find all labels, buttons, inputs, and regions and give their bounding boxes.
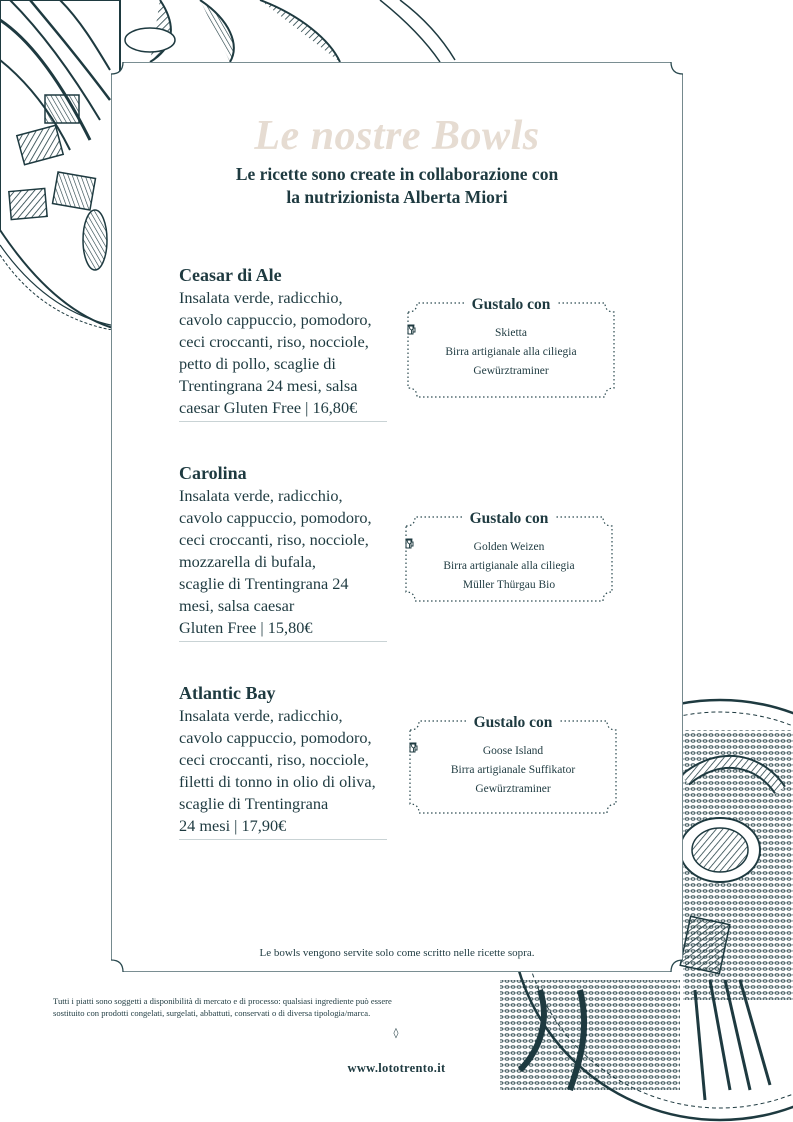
desc-line: cavolo cappuccio, pomodoro, xyxy=(179,310,372,329)
disclaimer-line: Tutti i piatti sono soggetti a disponibilità di mercato e di processo: qualsiasi ingrediente può essere xyxy=(53,996,392,1006)
dish-carolina xyxy=(179,463,387,642)
desc-line: petto di pollo, scaglie di xyxy=(179,354,336,373)
desc-line: ceci croccanti, riso, nocciole, xyxy=(179,750,369,769)
desc-line: scaglie di Trentingrana 24 xyxy=(179,574,349,593)
pairing-title: Gustalo con xyxy=(409,714,617,732)
pairing-box xyxy=(407,296,615,398)
pairing-item: Gewürztraminer xyxy=(407,362,615,381)
desc-line: caesar Gluten Free | 16,80€ xyxy=(179,398,358,417)
pairing-title: Gustalo con xyxy=(407,296,615,314)
desc-line: Insalata verde, radicchio, xyxy=(179,706,343,725)
pairing-list xyxy=(405,538,613,595)
pairing-item: Birra artigianale alla ciliegia xyxy=(405,557,613,576)
pairing-item: Golden Weizen xyxy=(405,538,613,557)
wine-glass-icon xyxy=(405,538,414,549)
dish-name: Carolina xyxy=(179,463,247,483)
page-title: Le nostre Bowls xyxy=(254,113,540,159)
website-link[interactable]: www.lototrento.it xyxy=(347,1061,446,1075)
dish-description xyxy=(179,705,387,840)
pairing-item: Skietta xyxy=(407,324,615,343)
desc-line: filetti di tonno in olio di oliva, xyxy=(179,772,376,791)
pairing-item: Gewürztraminer xyxy=(409,780,617,799)
dish-description xyxy=(179,485,387,642)
pairing-title: Gustalo con xyxy=(405,510,613,528)
pairing-box xyxy=(409,714,617,814)
dish-ceasar-di-ale xyxy=(179,265,387,422)
pairing-item: Müller Thürgau Bio xyxy=(405,576,613,595)
pairing-item: Birra artigianale alla ciliegia xyxy=(407,343,615,362)
desc-line: mozzarella di bufala, xyxy=(179,552,316,571)
wine-glass-icon xyxy=(409,742,418,753)
desc-line: cavolo cappuccio, pomodoro, xyxy=(179,728,372,747)
desc-line: Trentingrana 24 mesi, salsa xyxy=(179,376,358,395)
desc-line: Insalata verde, radicchio, xyxy=(179,288,343,307)
pairing-box xyxy=(405,510,613,602)
desc-line: ceci croccanti, riso, nocciole, xyxy=(179,332,369,351)
disclaimer-line: sostituito con prodotti congelati, surgelati, abbattuti, conservati o di diversa tipologia/marca. xyxy=(53,1008,371,1018)
wine-glass-icon xyxy=(407,324,416,335)
pairing-item: Goose Island xyxy=(409,742,617,761)
pairing-list xyxy=(409,742,617,799)
page-subtitle xyxy=(171,163,623,209)
dish-name: Ceasar di Ale xyxy=(179,265,282,285)
desc-line: 24 mesi | 17,90€ xyxy=(179,816,287,835)
subtitle-line: la nutrizionista Alberta Miori xyxy=(286,187,508,207)
desc-line: ceci croccanti, riso, nocciole, xyxy=(179,530,369,549)
diamond-ornament: ◊ xyxy=(393,1028,399,1039)
desc-line: Insalata verde, radicchio, xyxy=(179,486,343,505)
pairing-list xyxy=(407,324,615,381)
dish-name: Atlantic Bay xyxy=(179,683,276,703)
subtitle-line: Le ricette sono create in collaborazione con xyxy=(235,164,559,184)
menu-card xyxy=(111,62,683,972)
dish-description xyxy=(179,287,387,422)
desc-line: mesi, salsa caesar xyxy=(179,596,295,615)
desc-line: cavolo cappuccio, pomodoro, xyxy=(179,508,372,527)
pairing-item: Birra artigianale Suffikator xyxy=(409,761,617,780)
dish-atlantic-bay xyxy=(179,683,387,840)
desc-line: scaglie di Trentingrana xyxy=(179,794,329,813)
disclaimer xyxy=(53,995,483,1019)
desc-line: Gluten Free | 15,80€ xyxy=(179,618,313,637)
card-note: Le bowls vengono servite solo come scritto nelle ricette sopra. xyxy=(259,947,535,959)
